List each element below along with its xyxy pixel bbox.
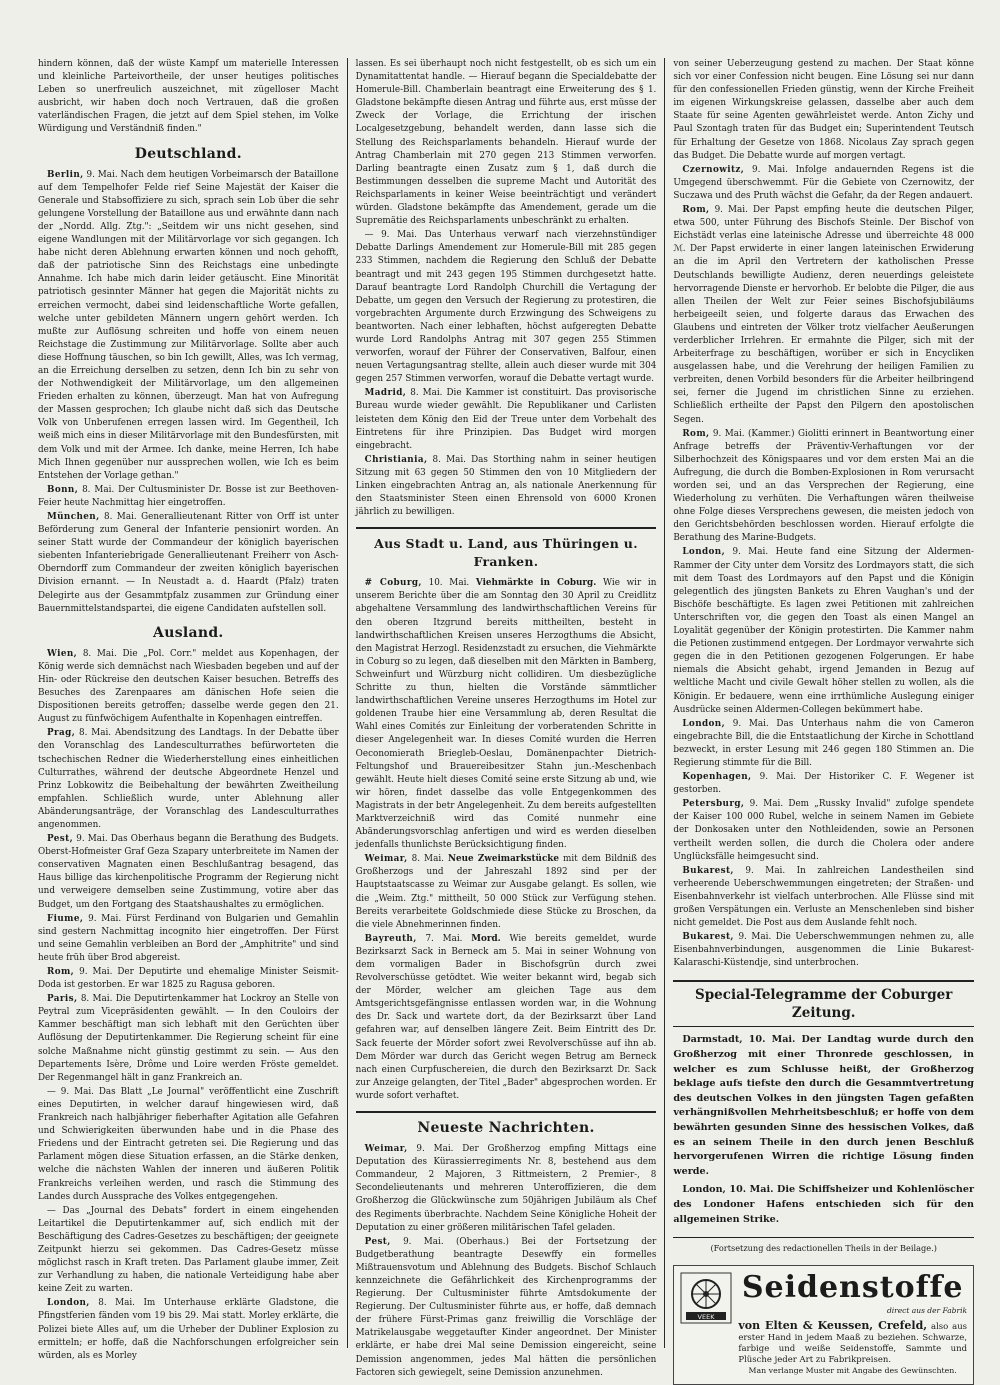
ad-badge-text: VEEK: [697, 1313, 715, 1322]
article-pest-2: [356, 1236, 657, 1380]
article-text: 8. Mai. Die Deputirtenkammer hat Lockroy an Stelle von Peytral zum Vicepräsidenten gewählt. — In den Couloirs der Kammer beschäftigt man sich lebhaft mit den Gerüchten über Auflösung der Deputirtenkammer. Die Regierung scheint für eine solche Maßnahme nicht günstig gestimmt zu sein. — Aus den Departements Isère, Drôme und Loire werden Fröste gemeldet. Der Regenmangel hält in ganz Frankreich an.: [38, 994, 339, 1083]
dateline-date: 8. Mai.: [411, 854, 444, 865]
dateline-city: Czernowitz,: [682, 164, 745, 175]
telegram-section: [673, 1033, 974, 1227]
article-headline: Mord.: [471, 933, 501, 944]
article-text: lassen. Es sei überhaupt noch nicht festgestellt, ob es sich um ein Dynamitattentat handle. — Hierauf begann die Specialdebatte der Homerule-Bill. Chamberlain beantragt eine Erweiterung des § 1. Gladstone bekämpfte diesen Antrag und führte aus, erst müsse der Zweck der Vorlage, die Errichtung der irischen Localgesetzgebung, behandelt werden, dann lasse sich die Stellung des Reichsparlaments behandeln. Hierauf wurde der Antrag Chamberlain mit 270 gegen 213 Stimmen verworfen. Darling beantragte einen Zusatz zum § 1, daß durch die Bestimmungen desselben die supreme Macht und Autorität des Reichsparlaments in keiner Weise beeinträchtigt und verändert würden. Gladstone bekämpfte das Amendement, gerade um die Supremätie des Reichsparlaments unbeschränkt zu erhalten.: [355, 59, 657, 227]
columns: [30, 58, 982, 1378]
article-weimar: [356, 853, 657, 932]
article-text: 9. Mai. Das Oberhaus begann die Berathung des Budgets. Oberst-Hofmeister Graf Geza Szapary unterbreitete im Namen der conservativen Magnaten einen Beschlußantrag besagend, das Haus billige das kirchenpolitische Programm der Regierung nicht und verweigere demselben seine Zustimmung, votire aber das Budget, um den Fortgang des Staatshaushaltes zu ermöglichen.: [38, 834, 339, 910]
article-rom: [673, 204, 974, 427]
dateline-city: Paris,: [47, 994, 78, 1005]
article-paris: [38, 993, 339, 1085]
section-heading-local: Aus Stadt u. Land, aus Thüringen u. Franken.: [356, 527, 657, 571]
ad-firm-name: von Elten & Keussen, Crefeld,: [738, 1319, 928, 1333]
dateline-city: Christiania,: [364, 454, 428, 465]
section-heading-germany: Deutschland.: [134, 145, 242, 162]
article-text: 9. Mai. (Oberhaus.) Bei der Fortsetzung der Budgetberathung beantragte Desewffy ein formelles Mißtrauensvotum und Ablehnung des Budgets. Bischof Schlauch kennzeichnete die Gefährlichkeit des Kirchenprogramms der Regierung. Der Cultusminister führte Amtsdokumente der Regierung. Der Cultusminister führte aus, er hoffe, daß demnach der frühere Fürst-Primas ganz freiwillig die Vorschläge der Matrikelausgabe weggetaufter Kinder angeordnet. Der Minister erklärte, er habe drei Mal seine Demission eingereicht, seine Demission angenommen, jedes Mal hätten die persönlichen Factoren sich gewiegelt, seine Demission anzunehmen.: [355, 1236, 657, 1378]
dateline-city: Wien,: [47, 648, 78, 659]
article-christiania: [356, 454, 657, 519]
article-paris-3: — Das „Journal des Debats" fordert in einem eingehenden Leitartikel die Deputirtenkammer auf, sich endlich mit der Beschäftigung des Cadres-Gesetzes zu beschäftigen; der geeignete Zeitpunkt hierzu sei gekommen. Das Cadres-Gesetz müsse möglichst rasch in Kraft treten. Das Parlament glaube immer, Zeit zur Verhandlung zu haben, die nationale Verteidigung habe aber keine Zeit zu warten.: [38, 1205, 339, 1295]
article-text: — 9. Mai. Das Unterhaus verwarf nach vierzehnstündiger Debatte Darlings Amendement zur Homerule-Bill mit 285 gegen 233 Stimmen, nachdem die Regierung den Schluß der Debatte beantragt und mit 243 gegen 195 Stimmen durchgesetzt hatte. Darauf beantragte Lord Randolph Churchill die Vertagung der Debatte, um gegen den Versuch der Regierung zu protestiren, die vorgebrachten Argumente durch Erzwingung des Schweigens zu beantworten. Nach einer lebhaften, höchst aufgeregten Debatte wurde Lord Randolphs Antrag mit 307 gegen 255 Stimmen verworfen, worauf der Führer der Conservativen, Balfour, einen neuen Vertagungsantrag stellte, allein auch dieser wurde mit 304 gegen 257 Stimmen verworfen, worauf die Debatte vertagt wurde.: [355, 230, 657, 385]
column-2: [348, 58, 665, 1378]
dateline-city: Berlin,: [47, 169, 84, 180]
article-coburg: [356, 577, 657, 852]
article-pest: [38, 833, 339, 912]
article-text: 9. Mai. Infolge andauernden Regens ist die Umgegend überschwemmt. Für die Gebiete von Czernowitz, der Suczawa und des Pruth wächst die Gefahr, da der Regen andauert.: [673, 164, 975, 201]
dateline-city: Rom,: [682, 205, 710, 216]
dateline-city: München,: [47, 512, 100, 522]
ad-footer: Man verlange Muster mit Angabe des Gewünschten.: [748, 1366, 957, 1376]
article-fiume: [38, 913, 339, 965]
article-rom: [38, 966, 339, 992]
spinning-wheel-icon: [680, 1272, 732, 1324]
dateline-city: Pest,: [47, 834, 74, 845]
article-text: hindern können, daß der wüste Kampf um materielle Interessen und kleinliche Parteivortheile, der unser heutiges politisches Leben so unerfreulich auszeichnet, mit zügelloser Macht ausbricht, wir haben doch noch Vertrauen, daß die großen vaterländischen Fragen, die jetzt auf dem Spiel stehen, im Volke Würdigung und Verständniß finden.": [38, 59, 339, 135]
article-text: 9. Mai. Der Deputirte und ehemalige Minister Seismit-Doda ist gestorben. Er war 1825 zu Ragusa geboren.: [38, 967, 339, 991]
advertisement: [673, 1265, 974, 1385]
article-muenchen: [38, 511, 339, 616]
article-text: 8. Mai. Der Cultusminister Dr. Bosse ist zur Beethoven-Feier heute Nachmittag hier eingetroffen.: [38, 484, 339, 508]
article-text: 9. Mai. Der Großherzog empfing Mittags eine Deputation des Kürassierregiments Nr. 8, bestehend aus dem Commandeur, 2 Majoren, 3 Rittmeistern, 2 Premier-, 8 Secondelieutenants und mehreren Unteroffizieren, die dem Großherzog die Glückwünsche zum 50jährigen Jubiläum als Chef des Regiments überbrachte. Nachdem Seine Königliche Hoheit der Deputation zu einer größeren militärischen Tafel geladen.: [355, 1144, 657, 1233]
dateline-city: Bonn,: [47, 484, 79, 495]
article-prag: [38, 727, 339, 832]
article-text: 9. Mai. Die Ueberschwemmungen nehmen zu, alle Eisenbahnverbindungen, ausgenommen die Linie Bukarest-Kalaraschi-Küstendje, sind unterbrochen.: [673, 932, 975, 969]
article-text: von seiner Ueberzeugung gestend zu machen. Der Staat könne sich vor einer Confession nicht beugen. Eine Lösung sei nur dann für den confessionellen Frieden günstig, wenn der Kirche Freiheit im eigenen Wirkungskreise gelassen, dasselbe aber auch dem Staate für seine Agenten gewährleistet werde. Anton Zichy und Paul Szontagh traten für das Budget ein; Superintendent Teutsch für Erhaltung der Gesetze von 1868. Nicolaus Zay sprach gegen das Budget. Die Debatte wurde auf morgen vertagt.: [673, 59, 975, 161]
dateline-city: Bayreuth,: [364, 933, 417, 944]
ad-subtitle: direct aus der Fabrik: [886, 1306, 968, 1316]
article-text: 9. Mai. Fürst Ferdinand von Bulgarien und Gemahlin sind gestern Nachmittag incognito hier eingetroffen. Der Fürst und seine Gemahlin verbleiben an Bord der „Amphitrite" und sind heute früh über Brod abgereist.: [38, 913, 339, 963]
article-kopenhagen: [673, 771, 974, 797]
section-heading-abroad: Ausland.: [153, 624, 224, 641]
ad-title: Seidenstoffe: [741, 1270, 964, 1306]
dateline-city: Bukarest,: [682, 865, 734, 876]
dateline-date: 10. Mai.: [428, 578, 470, 589]
continuation-note: (Fortsetzung des redactionellen Theils in der Beilage.): [673, 1237, 974, 1255]
article-text: 9. Mai. Der Historiker C. F. Wegener ist gestorben.: [673, 772, 975, 796]
article-text: 9. Mai. Dem „Russky Invalid" zufolge spendete der Kaiser 100 000 Rubel, welche in seinem Namen im Gebiete der Donkosaken unter den Nothleidenden, sowie an Personen vertheilt werden sollen, die durch die Cholera oder andere Unglücksfälle heimgesucht sind.: [673, 799, 975, 862]
column-3: [665, 58, 982, 1376]
article-text: 8. Mai. Abendsitzung des Landtags. In der Debatte über den Voranschlag des Landesculturrathes befürworteten die tschechischen Redner die Wiederherstellung eines einheitlichen Culturrathes, während der deutsche Abgeordnete Henzel und Prinz Lobkowitz die Beibehaltung der bewährten Zweitheilung empfahlen. Schließlich wurde, unter Ablehnung aller Abänderungsanträge, der Voranschlag des Landesculturrathes angenommen.: [38, 728, 339, 830]
column-1: [30, 58, 347, 1361]
ad-firm: [738, 1320, 967, 1366]
article-text: 9. Mai. Heute fand eine Sitzung der Aldermen-Rammer der City unter dem Vorsitz des Lordmayors statt, die sich mit dem Toast des Lordmayors auf den Papst und die Königin gelegentlich des jüngsten Bankets zu Ehren Vaughan's und der Bischöfe beschäftigte. Es lagen zwei Petitionen mit zahlreichen Unterschriften vor, die gegen den Toast als einen Mangel an Loyalität gegenüber der Königin protestirten. Die Kammer nahm die Petionen zustimmend entgegen. Der Lordmayor verwahrte sich gegen die in den Petitionen gezogenen Folgerungen. Er habe niemals die Absicht gehabt, irgend Jemanden in Bezug auf weltliche Macht und civile Gewalt höher stellen zu wollen, als die Königin. Er bedauere, wenn eine irrthümliche Auslegung einiger Ausdrücke seinen Aldermen-Collegen bekümmert habe.: [673, 547, 975, 715]
article-petersburg: [673, 798, 974, 863]
article-text: Wie bereits gemeldet, wurde Bezirksarzt Sack in Berneck am 5. Mai in seiner Wohnung von dem vormaligen Bader in Bischofsgrün durch zwei Revolverschüsse getödtet. Wie weiter bekannt wird, begab sich der Mörder, welcher am gleichen Tage aus dem Amtsgerichtsgefängnisse entlassen worden war, in die Wohnung des Dr. Sack und wartete dort, da der Bezirksarzt über Land gefahren war, auf denselben längere Zeit. Beim Eintritt des Dr. Sack feuerte der Mörder sofort zwei Revolverschüsse auf ihn ab. Dem Mörder war durch das Gericht wegen Betrug am Berneck nach einen Curpfuschereien, die durch den Bezirksarzt Dr. Sack zur Anzeige gelangten, der Titel „Bader" abgesprochen worden. Er wurde sofort verhaftet.: [355, 933, 657, 1101]
article-rom-2: [673, 428, 974, 546]
article-london: [673, 546, 974, 716]
ad-firm-text: also aus erster Hand in jedem Maaß zu beziehen. Schwarze, farbige und weiße Seidenstoffe, Sammte und Plüsche jeder Art zu Fabrikpreisen.: [738, 1322, 968, 1366]
article-london-2: [673, 718, 974, 770]
dateline-city: London,: [682, 547, 726, 558]
article-headline: Neue Zweimarkstücke: [447, 854, 559, 865]
article-czernowitz: [673, 164, 974, 203]
article-text: 8. Mai. Die Kammer ist constituirt. Das provisorische Bureau wurde wieder gewählt. Die Republikaner und Carlisten leisteten dem König den Eid der Treue unter dem Vorbehalt des Eintretens für ihre Prinzipien. Das Budget wird morgen eingebracht.: [355, 388, 657, 451]
article-bonn: [38, 484, 339, 510]
article-text: 9. Mai. Nach dem heutigen Vorbeimarsch der Bataillone auf dem Tempelhofer Felde rief Seine Majestät der Kaiser die Generale und Stabsoffiziere zu sich, sprach sein Lob über die sehr gelungene Vorstellung der Bataillone aus und erwähnte dann nach der „Nordd. Allg. Ztg.": „Seitdem wir uns nicht gesehen, sind eigene Wandlungen mit der Militärvorlage vor sich gegangen. Ich habe nicht deren Ablehnung erwarten können und noch gehofft, daß der patriotische Sinn des Reichstags eine unbedingte Annahme. Ich habe mich darin leider getäuscht. Eine Minorität patriotisch gesinnter Männer hat gegen die Majorität nichts zu erreichen vermocht, dabei sind leidenschaftliche Worte gefallen, welche unter gebildeten Männern ungern gehört werden. Ich mußte zur Auflösung schreiten und hoffe von einem neuen Reichstage die Zustimmung zur Militärvorlage. Sollte aber auch diese Hoffnung täuschen, so bin Ich gewillt, Alles, was Ich vermag, an die Erreichung derselben zu setzen, denn Ich bin zu sehr von der Nothwendigkeit der Militärvorlage, um den allgemeinen Frieden erhalten zu können, überzeugt. Man hat von Aufregung der Massen gesprochen; Ich glaube nicht daß sich das Deutsche Volk von Unberufenen erregen lassen wird. Im Gegentheil, Ich weiß mich eins in dieser Militärvorlage mit den Bundesfürsten, mit dem Volk und mit der Armee. Ich danke, meine Herren, Ich habe Mich Ihnen gegenüber nur aussprechen wollen, wie Ich es beim Entstehen der Vorlage gethan.": [38, 169, 339, 481]
article-text: mit dem Bildniß des Großherzogs und der Jahreszahl 1892 sind per der Hauptstaatscasse zu Weimar zur Ausgabe gelangt. Es sollen, wie die „Weim. Ztg." mittheilt, 50 000 Stück zur Verfügung stehen. Bereits verarbeitete Goldschmiede diese Stücke zu Broschen, da die viele Abnehmerinnen finden.: [355, 854, 657, 930]
article-bukarest-2: [673, 931, 974, 970]
article-text: Wie wir in unserem Berichte über die am Sonntag den 30 April zu Creidlitz abgehaltene Versammlung des landwirthschaftlichen Vereins für den oberen Itzgrund bereits mittheilten, besteht in landwirthschaftlichen Kreisen unseres Herzogthums die Absicht, den Magistrat Herzogl. Residenzstadt zu ersuchen, die Viehmärkte in Coburg so zu legen, daß dieselben mit den Märkten in Bamberg, Schweinfurt und Würzburg nicht collidiren. Um diesbezügliche Schritte zu thun, hielten die Vorstände sämmtlicher landwirthschaftlichen Vereine unseres Herzogthums im Hotel zur goldenen Traube hier eine Versammlung ab, deren Resultat die Wahl eines Comités zur Einleitung der vorberatenden Schritte in dieser Angelegenheit war. In dieses Comité wurden die Herren Oeconomierath Briegleb-Oeslau, Domänenpachter Dietrich-Feltungshof und Brauereibesitzer Stahn jun.-Meschenbach gewählt. Heute hielt dieses Comité seine erste Sitzung ab und, wie wir hören, findet dasselbe das volle Entgegenkommen des Magistrats in der betr Angelegenheit. Zu dem bereits aufgestellten Marktverzeichniß wird das Comité nunmehr eine Abänderungsvorschlag anfertigen und wird es werden dieselben jedenfalls thunlichste Berücksichtigung finden.: [355, 578, 657, 851]
article-berlin: [38, 169, 339, 483]
dateline-city: # Coburg,: [364, 578, 422, 589]
dateline-city: Bukarest,: [682, 932, 734, 943]
article-text: 8. Mai. Generallieutenant Ritter von Orff ist unter Beförderung zum General der Infanterie pensionirt worden. An seiner Statt wurde der Commandeur der königlich bayerischen siebenten Infanteriebrigade Generallieutenant Freiherr von Asch-Oberndorff zum Commandeur der zweiten königlich bayerischen Division ernannt. — In Neustadt a. d. Haardt (Pfalz) traten Delegirte aus der Gesammtpfalz zusammen zur Gründung einer Bauernmittelstandspartei, die eigene Candidaten aufstellen soll.: [38, 512, 339, 614]
telegram-section-heading: Special-Telegramme der Coburger Zeitung.: [673, 980, 974, 1027]
dateline-city: London,: [682, 718, 726, 729]
dateline-city: Petersburg,: [682, 799, 745, 810]
article-london: [38, 1297, 339, 1362]
dateline-city: Madrid,: [364, 388, 407, 399]
article-text: 8. Mai. Die „Pol. Corr." meldet aus Kopenhagen, der König werde sich demnächst nach Wiesbaden begeben und auf der Hin- oder Rückreise den deutschen Kaiser besuchen. Betreffs des Besuches des Zarenpaares am dänischen Hofe seien die Dispositionen bereits getroffen; dasselbe werde gegen den 21. August zu fünfwöchigem Aufenthalte in Kopenhagen eintreffen.: [38, 648, 339, 725]
article-madrid: [356, 387, 657, 452]
dateline-city: Weimar,: [364, 1144, 408, 1155]
dateline-city: Kopenhagen,: [682, 772, 752, 783]
dateline-city: Rom,: [682, 428, 710, 439]
article-bukarest: [673, 865, 974, 930]
telegram-item: Darmstadt, 10. Mai. Der Landtag wurde durch den Großherzog mit einer Thronrede geschlossen, in welcher es zum Schlusse heißt, der Großherzog beklage aufs tiefste den durch die Gesammtvertretung des deutschen Volkes in den jüngsten Tagen gefaßten verhängnißvollen Mehrheitsbeschluß; er hoffe von dem bewährten gesunden Sinne des hessischen Volkes, daß es an seinem Theile in den durch jenen Beschluß hervorgerufenen Wirren die richtige Lösung finden werde.: [673, 1034, 975, 1177]
dateline-city: Rom,: [47, 967, 75, 977]
article-text: 8. Mai. Das Storthing nahm in seiner heutigen Sitzung mit 63 gegen 50 Stimmen den von 10 Mitgliedern der Linken eingebrachten Antrag an, als nationale Anerkennung für den Staatsminister Steen einen Ehrensold von 6000 Kronen jährlich zu bewilligen.: [355, 454, 657, 518]
article-bayreuth: [356, 933, 657, 1103]
article-weimar-2: [356, 1143, 657, 1235]
article-text: 9. Mai. (Kammer.) Giolitti erinnert in Beantwortung einer Anfrage betreffs der Präventiv-Verhaftungen vor der Silberhochzeit des Königspaares und vor dem ersten Mai an die Aufregung, die durch die Bomben-Explosionen in Rom verursacht worden sei, und an das Versprechen der Regierung, eine Wiederholung zu verhüten. Die Verhaftungen wären theilweise ohne Folge dieses Versprechens gewesen, die meisten jedoch von den Gerichtsbehörden beschlossen worden. Hierauf erfolgte die Berathung des Marine-Budgets.: [673, 428, 975, 544]
dateline-city: Fiume,: [47, 913, 84, 924]
dateline-city: Weimar,: [364, 854, 408, 865]
article-headline: Viehmärkte in Coburg.: [475, 578, 597, 589]
article-text: 9. Mai. Der Papst empfing heute die deutschen Pilger, etwa 500, unter Führung des Bischofs Steinle. Der Bischof von Eichstädt verlas eine lateinische Adresse und überreichte 48 000 ℳ. Der Papst erwiderte in einer langen lateinischen Erwiderung an die im April den Vertretern der katholischen Presse Deutschlands bewilligte Audienz, deren neuerdings geleistete hervorragende Dienste er hervorhob. Er belobte die Pilger, die aus allen Theilen der Welt zur Feier seines Bischofsjubiläums herbeigeeilt seien, und folgerte daraus das Erwachen des Glaubens und eintreten der Völker trotz vielfacher Aeußerungen verderblicher Irrlehren. Er ermahnte die Pilger, sich mit der Arbeiterfrage zu beschäftigen, worüber er sich in Encycliken ausgelassen habe, und die Verehrung der heiligen Familien zu verbreiten, denen Vorbild besonders für die Arbeiter heilbringend sei, ferner die Jugend im christlichen Sinne zu erziehen. Schließlich ertheilte der Papst den Pilgern den apostolischen Segen.: [673, 205, 975, 425]
article-text: 9. Mai. In zahlreichen Landestheilen sind verheerende Ueberschwemmungen eingetreten; der Straßen- und Eisenbahnverkehr ist vielfach unterbrochen. Alle Flüsse sind mit großen Verspätungen ein. Verluste an Menschenleben sind bisher nicht gemeldet. Die Post aus dem Auslande fehlt noch.: [673, 865, 975, 929]
dateline-date: 7. Mai.: [425, 933, 463, 944]
article-paris-2: — 9. Mai. Das Blatt „Le Journal" veröffentlicht eine Zuschrift eines Deputirten, in welcher darauf hingewiesen wird, daß Frankreich nach halbjähriger fieberhafter Agitation alle Gefahren und Schwierigkeiten überwunden habe und in die Phase des Friedens und der Eintracht getreten sei. Die Regierung und das Parlament mögen diese Situation erfassen, an die Stärke denken, welche die nächsten Wahlen der inneren und äußeren Politik Frankreichs verleihen werden, und rasch die Stimmung des Landes durch Aussprache des Volkes entgegengehen.: [38, 1086, 339, 1202]
dateline-city: London,: [47, 1298, 90, 1309]
telegram-item: London, 10. Mai. Die Schiffsheizer und Kohlenlöscher des Londoner Hafens entschieden sich für den allgemeinen Strike.: [673, 1184, 975, 1225]
section-heading-latest-news: Neueste Nachrichten.: [356, 1111, 657, 1137]
article-text: 8. Mai. Im Unterhause erklärte Gladstone, die Pfingstferien fänden vom 19 bis 29. Mai statt. Morley erklärte, die Polizei biete Alles auf, um die Urheber der Dubliner Explosion zu ermitteln; er hoffe, daß die Nachforschungen erfolgreicher sein würden, als es Morley: [38, 1298, 339, 1361]
dateline-city: Pest,: [364, 1236, 391, 1247]
ad-body: [738, 1272, 967, 1376]
dateline-city: Prag,: [47, 728, 76, 739]
article-text: 9. Mai. Das Unterhaus nahm die von Cameron eingebrachte Bill, die die Entstaatlichung der Kirche in Schottland bezweckt, in erster Lesung mit 246 gegen 180 Stimmen an. Die Regierung stimmte für die Bill.: [673, 718, 975, 768]
article-wien: [38, 648, 339, 727]
